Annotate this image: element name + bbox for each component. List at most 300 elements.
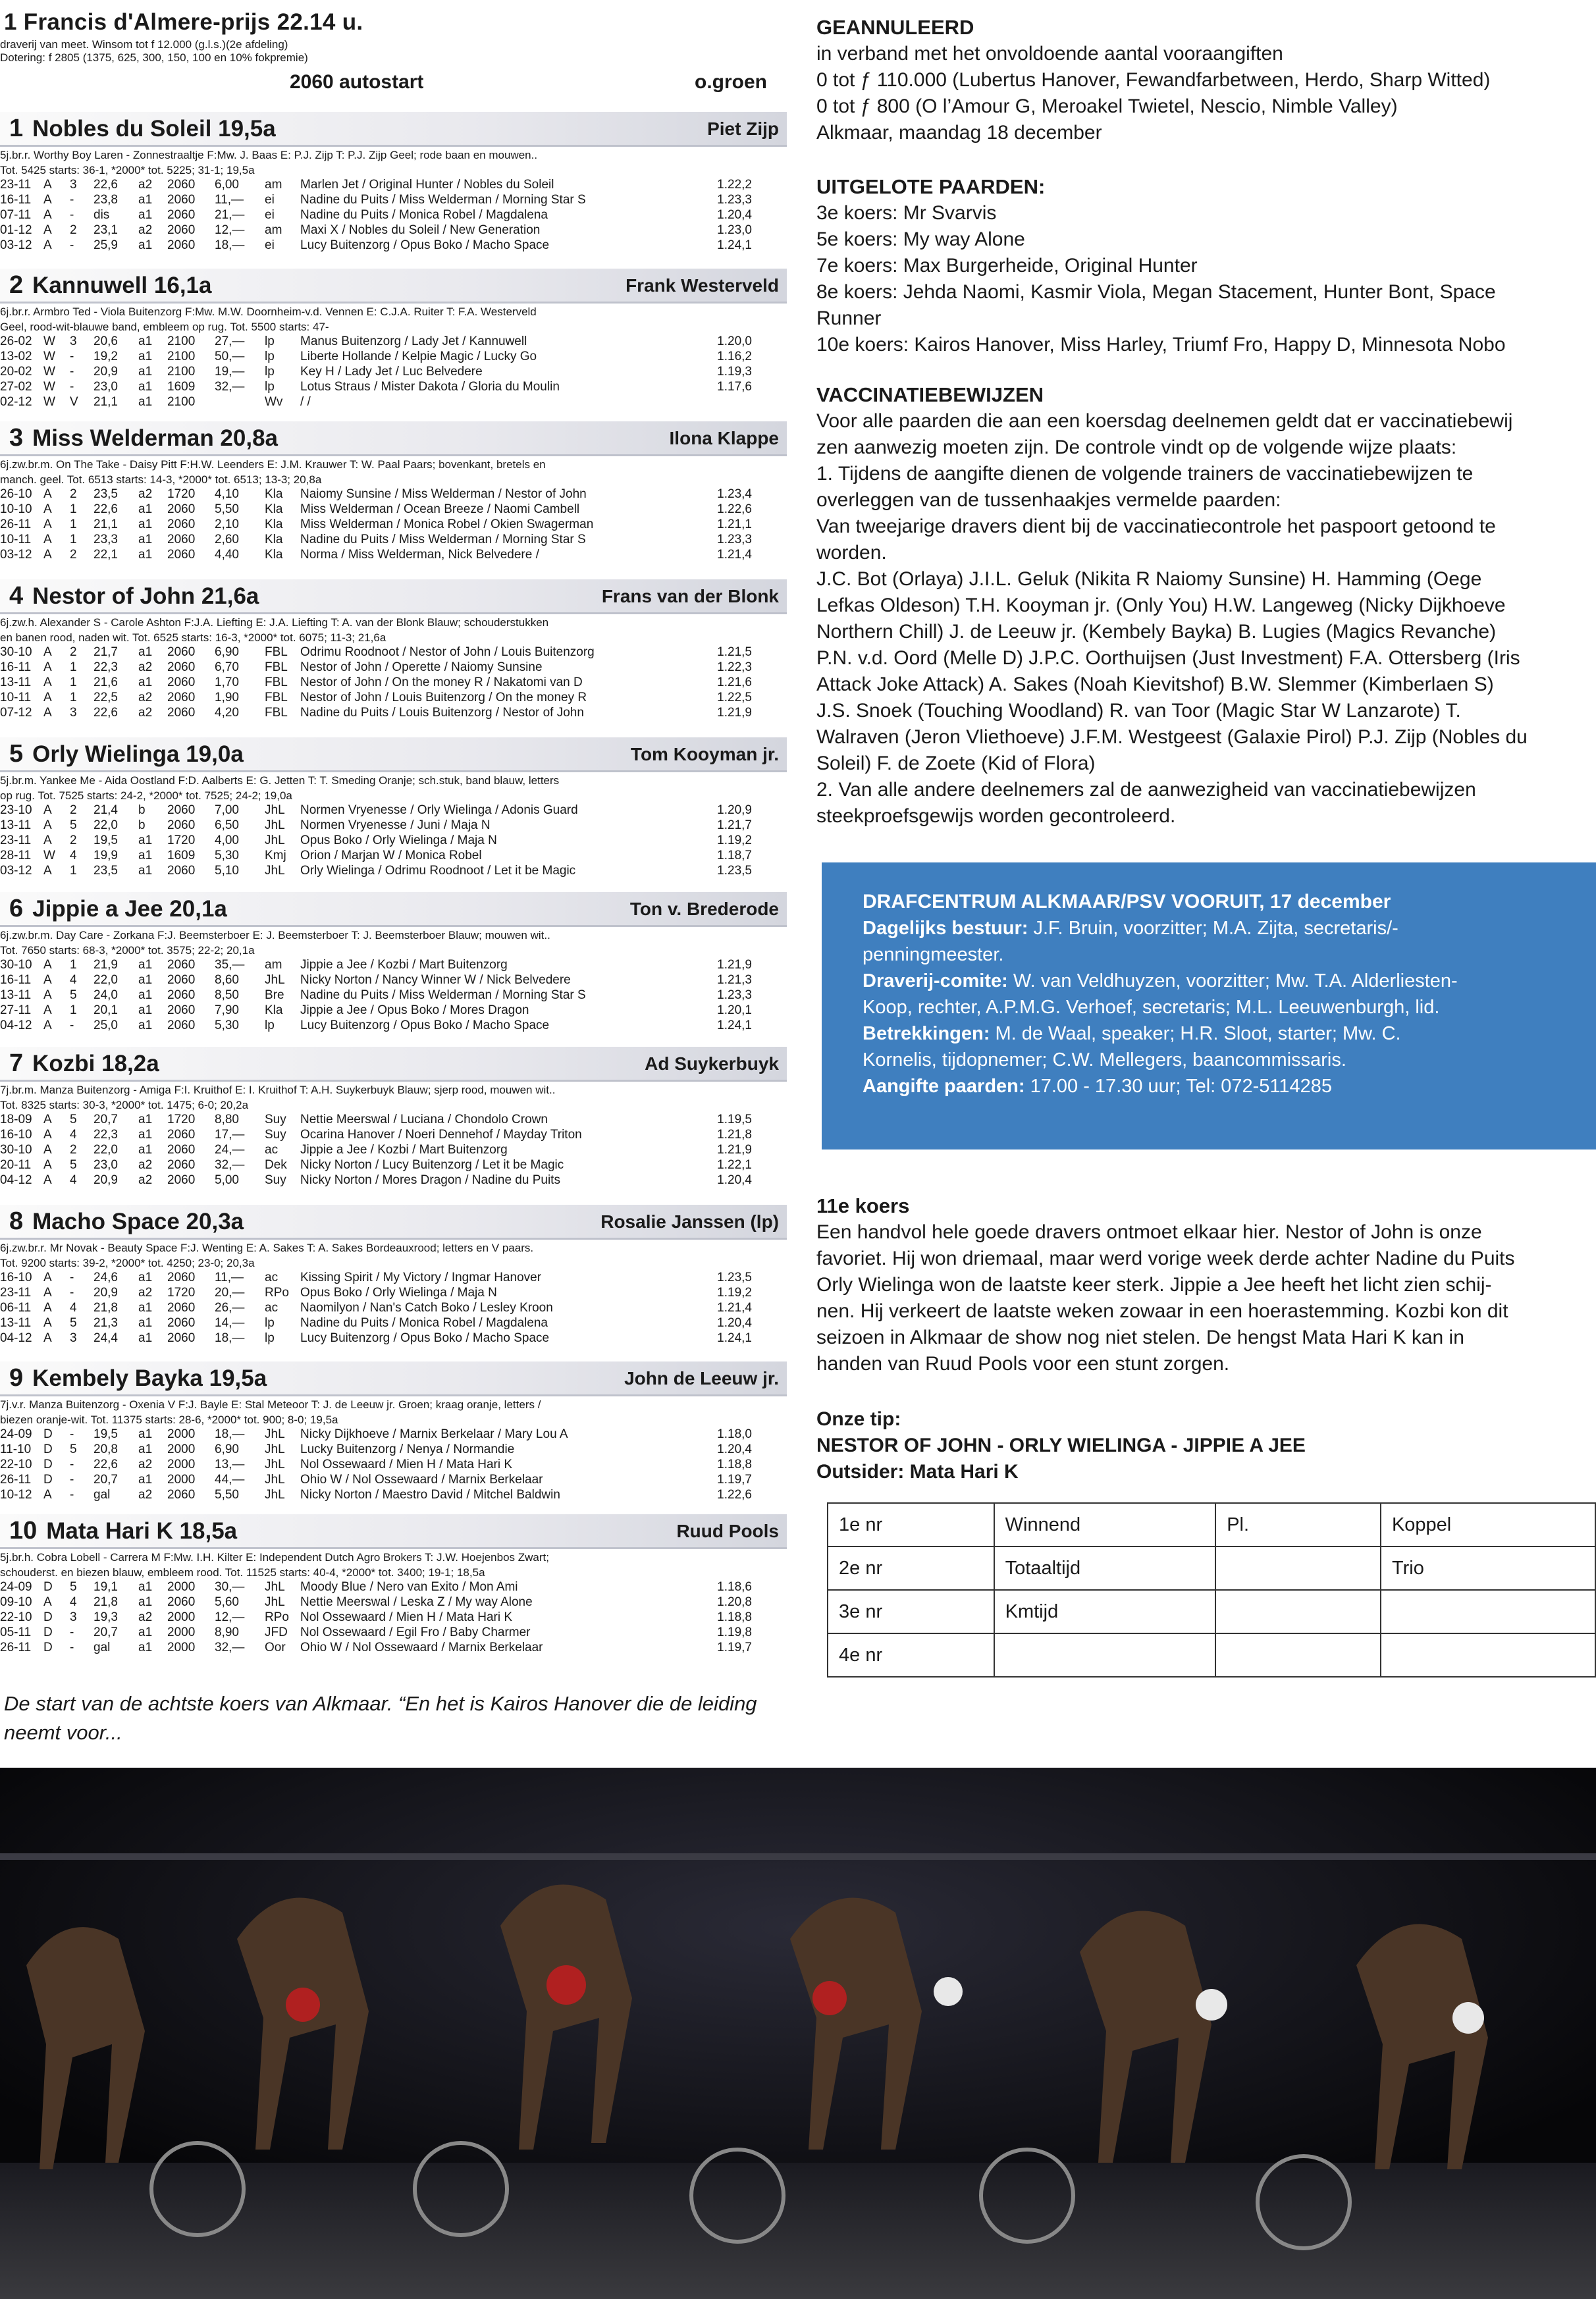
horse-name	[9, 1517, 237, 1545]
horse-pedigree-line: 7j.br.m. Manza Buitenzorg - Amiga F:I. Kruithof E: I. Kruithof T: A.H. Suykerbuyk Blauw; sjerp rood, mouwen wit..	[0, 1084, 556, 1096]
form-cell: W	[43, 365, 55, 379]
form-cell: 1.20,4	[717, 1316, 752, 1330]
form-cell: a1	[138, 395, 153, 409]
horse-name	[9, 424, 278, 452]
horse-name	[9, 1049, 159, 1078]
form-cell: 23,5	[93, 864, 118, 878]
form-cell: 1.16,2	[717, 350, 752, 363]
form-cell: 2000	[167, 1580, 196, 1594]
form-cell: Nol Ossewaard / Mien H / Mata Hari K	[300, 1458, 513, 1471]
relations-text: M. de Waal, speaker; H.R. Sloot, starter; Mw. C.	[990, 1023, 1401, 1044]
race-photo	[0, 1768, 1596, 2299]
vaccination-line: J.S. Snoek (Touching Woodland) R. van Toor (Magic Star W Lanzarote) T.	[816, 700, 1461, 722]
form-cell: 30,—	[215, 1580, 245, 1594]
form-cell: 1720	[167, 833, 196, 847]
photo-caption: De start van de achtste koers van Alkmaar. “En het is Kairos Hanover die de leiding neemt voor...	[4, 1692, 757, 1744]
form-cell: JhL	[265, 1580, 285, 1594]
form-cell: 1.18,0	[717, 1427, 752, 1441]
horse-entry	[0, 269, 787, 410]
horse-pedigree-line: 6j.br.r. Armbro Ted - Viola Buitenzorg F:Mw. M.W. Doornheim-v.d. Vennen E: C.J.A. Ruiter T: F.A. Westerveld	[0, 305, 537, 318]
form-cell: 03-12	[0, 864, 32, 878]
form-row	[0, 1487, 756, 1502]
form-cell: 2060	[167, 691, 196, 704]
form-cell: -	[70, 380, 74, 394]
drawn-horse-line: 5e koers: My way Alone	[816, 228, 1025, 250]
form-cell: 2	[70, 487, 77, 501]
form-cell: 18,—	[215, 1331, 245, 1345]
form-cell: 2,10	[215, 517, 239, 531]
form-row	[0, 1018, 756, 1033]
form-row	[0, 690, 756, 705]
form-cell: 5,30	[215, 849, 239, 862]
form-row	[0, 1270, 756, 1285]
form-cell: Suy	[265, 1128, 286, 1142]
horse-header	[0, 269, 787, 304]
form-cell: 1	[70, 533, 77, 546]
horse-number: 4	[9, 582, 24, 610]
horse-name-text: Nobles du Soleil 19,5a	[32, 116, 276, 142]
form-cell: 2060	[167, 238, 196, 252]
form-cell: 22,1	[93, 548, 118, 562]
horse-number: 10	[9, 1517, 38, 1545]
form-cell: 4,00	[215, 833, 239, 847]
form-cell: lp	[265, 365, 275, 379]
horse-header	[0, 1514, 787, 1549]
form-cell: am	[265, 178, 282, 192]
form-cell: 10-10	[0, 502, 32, 516]
form-cell: 1.24,1	[717, 238, 752, 252]
form-cell: -	[70, 1473, 74, 1487]
form-cell: 2000	[167, 1427, 196, 1441]
form-cell: Kla	[265, 1003, 283, 1017]
form-cell: A	[43, 1018, 52, 1032]
form-cell: Lucky Buitenzorg / Nenya / Normandie	[300, 1442, 515, 1456]
form-cell: 1.23,0	[717, 223, 752, 237]
form-row	[0, 334, 756, 349]
form-cell: ei	[265, 208, 275, 222]
form-cell: V	[70, 395, 78, 409]
form-cell: A	[43, 1128, 52, 1142]
form-cell: 26-02	[0, 334, 32, 348]
form-cell: 4	[70, 1173, 77, 1187]
form-cell: Kla	[265, 533, 283, 546]
form-cell: 22-10	[0, 1458, 32, 1471]
form-cell: 5	[70, 1158, 77, 1172]
form-cell: a2	[138, 660, 153, 674]
form-cell: 22,6	[93, 1458, 118, 1471]
form-cell: 7,90	[215, 1003, 239, 1017]
form-cell: 1.22,2	[717, 178, 752, 192]
form-cell: A	[43, 193, 52, 207]
committee-text-2: Koop, rechter, A.P.M.G. Verhoef, secretaris; M.L. Leeuwenburgh, lid.	[863, 997, 1440, 1018]
form-cell: Oor	[265, 1641, 286, 1654]
form-cell: -	[70, 1427, 74, 1441]
horse-name	[9, 115, 276, 143]
form-cell: 8,50	[215, 988, 239, 1002]
form-row	[0, 223, 756, 238]
form-cell: Nadine du Puits / Miss Welderman / Morning Star S	[300, 988, 586, 1002]
form-cell: Wv	[265, 395, 283, 409]
cancelled-section	[816, 14, 1596, 146]
form-cell: a1	[138, 1018, 153, 1032]
form-cell: 2000	[167, 1610, 196, 1624]
form-cell: 1.18,7	[717, 849, 752, 862]
form-cell: 30-10	[0, 1143, 32, 1157]
form-cell: A	[43, 833, 52, 847]
form-table	[0, 1112, 756, 1188]
form-cell: 16-11	[0, 660, 32, 674]
form-cell: A	[43, 502, 52, 516]
form-cell: 3	[70, 706, 77, 720]
form-cell: 13-11	[0, 1316, 32, 1330]
form-cell: 23,1	[93, 223, 118, 237]
form-cell: 1.20,8	[717, 1595, 752, 1609]
form-cell: b	[138, 803, 146, 817]
form-cell: JhL	[265, 1595, 285, 1609]
form-cell: 21,8	[93, 1301, 118, 1315]
horse-entry	[0, 579, 787, 720]
form-cell: A	[43, 973, 52, 987]
form-cell: A	[43, 864, 52, 878]
form-cell: 5	[70, 818, 77, 832]
form-cell: 22,0	[93, 818, 118, 832]
form-cell: Nicky Norton / Mores Dragon / Nadine du Puits	[300, 1173, 560, 1187]
relations-text-2: Kornelis, tijdopnemer; C.W. Mellegers, baancommissaris.	[863, 1049, 1346, 1070]
form-cell: Naomilyon / Nan's Catch Boko / Lesley Kroon	[300, 1301, 553, 1315]
form-cell: 2060	[167, 818, 196, 832]
form-cell: 4	[70, 1301, 77, 1315]
form-cell: RPo	[265, 1286, 289, 1300]
form-cell: Normen Vryenesse / Juni / Maja N	[300, 818, 491, 832]
form-cell: Orion / Marjan W / Monica Robel	[300, 849, 482, 862]
form-cell: 5,00	[215, 1173, 239, 1187]
vaccination-line: Van tweejarige dravers dient bij de vaccinatiecontrole het paspoort getoond te	[816, 515, 1496, 537]
form-cell: Lucy Buitenzorg / Opus Boko / Macho Space	[300, 238, 550, 252]
drawn-horse-line: 7e koers: Max Burgerheide, Original Hunter	[816, 255, 1198, 277]
form-cell: 03-12	[0, 548, 32, 562]
form-cell: 2000	[167, 1458, 196, 1471]
form-cell: Kla	[265, 548, 283, 562]
form-cell: 2	[70, 833, 77, 847]
form-cell: RPo	[265, 1610, 289, 1624]
form-row	[0, 1285, 756, 1300]
form-table	[0, 177, 756, 253]
form-cell: 23,5	[93, 487, 118, 501]
race-title: 1 Francis d'Almere-prijs 22.14 u.	[4, 9, 363, 35]
form-cell: Orly Wielinga / Odrimu Roodnoot / Let it be Magic	[300, 864, 576, 878]
form-cell: 1	[70, 660, 77, 674]
grid-cell: 1e nr	[828, 1503, 994, 1546]
form-cell: 4	[70, 1128, 77, 1142]
form-cell: A	[43, 675, 52, 689]
preview-line: Een handvol hele goede dravers ontmoet elkaar hier. Nestor of John is onze	[816, 1221, 1482, 1243]
form-cell: gal	[93, 1488, 111, 1502]
form-cell: am	[265, 223, 282, 237]
horse-entry	[0, 892, 787, 1033]
form-row	[0, 1610, 756, 1625]
form-cell: A	[43, 1286, 52, 1300]
horse-pedigree-line: 6j.zw.br.m. On The Take - Daisy Pitt F:H.W. Leenders E: J.M. Krauwer T: W. Paal Paars; bovenkant, bretels en	[0, 458, 546, 471]
form-row	[0, 517, 756, 532]
form-cell: 22,0	[93, 1143, 118, 1157]
form-cell: 1720	[167, 1113, 196, 1126]
horse-driver: Ruud Pools	[676, 1521, 779, 1541]
tip-section	[816, 1406, 1596, 1485]
form-cell: ac	[265, 1271, 279, 1284]
form-cell: 20,7	[93, 1113, 118, 1126]
form-cell: 07-11	[0, 208, 32, 222]
horse-number: 6	[9, 895, 24, 922]
form-cell: FBL	[265, 660, 288, 674]
form-cell: 1.22,6	[717, 502, 752, 516]
form-cell: 27-02	[0, 380, 32, 394]
form-cell: -	[70, 1286, 74, 1300]
form-cell: 5,30	[215, 1018, 239, 1032]
form-cell: 2060	[167, 864, 196, 878]
form-cell: D	[43, 1442, 53, 1456]
horse-entry	[0, 737, 787, 878]
form-cell: Opus Boko / Orly Wielinga / Maja N	[300, 833, 497, 847]
form-cell: 23,0	[93, 380, 118, 394]
form-cell: 2060	[167, 548, 196, 562]
form-cell: 2060	[167, 660, 196, 674]
form-cell: 1720	[167, 487, 196, 501]
form-cell: 2060	[167, 988, 196, 1002]
form-cell: 1.23,3	[717, 193, 752, 207]
form-cell: W	[43, 334, 55, 348]
horse-name-text: Macho Space 20,3a	[32, 1209, 244, 1234]
form-cell: 1720	[167, 1286, 196, 1300]
form-cell: JhL	[265, 973, 285, 987]
form-cell: 1.21,9	[717, 958, 752, 972]
form-cell: Key H / Lady Jet / Luc Belvedere	[300, 365, 483, 379]
grid-cell: 3e nr	[828, 1590, 994, 1633]
form-cell: Lotus Straus / Mister Dakota / Gloria du Moulin	[300, 380, 560, 394]
form-cell: Naiomy Sunsine / Miss Welderman / Nestor of John	[300, 487, 587, 501]
form-cell: 6,90	[215, 1442, 239, 1456]
form-cell: 6,70	[215, 660, 239, 674]
form-cell: 4	[70, 1595, 77, 1609]
drawn-horses-section	[816, 174, 1596, 358]
form-cell: a1	[138, 1143, 153, 1157]
form-cell: Nestor of John / On the money R / Nakatomi van D	[300, 675, 583, 689]
race-prizes: Dotering: f 2805 (1375, 625, 300, 150, 100 en 10% fokpremie)	[0, 51, 308, 64]
form-cell: 25,9	[93, 238, 118, 252]
horse-header	[0, 737, 787, 772]
form-cell: a1	[138, 833, 153, 847]
form-cell: 20,1	[93, 1003, 118, 1017]
form-cell: Odrimu Roodnoot / Nestor of John / Louis Buitenzorg	[300, 645, 595, 659]
form-cell: JhL	[265, 803, 285, 817]
form-cell: lp	[265, 350, 275, 363]
form-cell: 27-11	[0, 1003, 32, 1017]
form-cell: 2	[70, 1143, 77, 1157]
form-row	[0, 379, 756, 394]
form-cell: 13-02	[0, 350, 32, 363]
form-cell: b	[138, 818, 146, 832]
form-cell: 2060	[167, 1595, 196, 1609]
form-cell: 5	[70, 988, 77, 1002]
horse-pedigree-line: 6j.zw.br.m. Day Care - Zorkana F:J. Beemsterboer E: J. Beemsterboer T: J. Beemsterboer Blauw; mouwen wit..	[0, 929, 550, 941]
drawn-horse-line: 8e koers: Jehda Naomi, Kasmir Viola, Megan Stacement, Hunter Bont, Space	[816, 281, 1496, 303]
cancelled-line: in verband met het onvoldoende aantal vooraangiften	[816, 43, 1283, 65]
grid-cell: Kmtijd	[994, 1590, 1216, 1633]
form-cell: 16-11	[0, 973, 32, 987]
horse-number: 5	[9, 740, 24, 768]
form-cell: 1.20,4	[717, 1442, 752, 1456]
form-cell: Lucy Buitenzorg / Opus Boko / Macho Space	[300, 1018, 550, 1032]
form-cell: a1	[138, 1271, 153, 1284]
form-cell: a2	[138, 1610, 153, 1624]
horse-driver: Rosalie Janssen (lp)	[600, 1211, 779, 1232]
form-cell: 2060	[167, 1316, 196, 1330]
horse-entry	[0, 1047, 787, 1188]
form-cell: -	[70, 365, 74, 379]
form-cell: a1	[138, 988, 153, 1002]
form-cell: 02-12	[0, 395, 32, 409]
form-cell: JhL	[265, 1427, 285, 1441]
race-tv-color: o.groen	[695, 71, 767, 93]
form-cell: 1.22,3	[717, 660, 752, 674]
drawn-horses-lines	[816, 200, 1596, 358]
form-table	[0, 1270, 756, 1346]
form-cell: lp	[265, 1316, 275, 1330]
form-cell: a1	[138, 380, 153, 394]
form-cell: a1	[138, 502, 153, 516]
organizer-info-box	[822, 862, 1596, 1150]
form-row	[0, 863, 756, 878]
form-cell: 2060	[167, 208, 196, 222]
form-cell: Kla	[265, 502, 283, 516]
form-cell: 1.23,4	[717, 487, 752, 501]
form-cell: 2000	[167, 1641, 196, 1654]
cancelled-line: 0 tot ƒ 110.000 (Lubertus Hanover, Fewandfarbetween, Herdo, Sharp Witted)	[816, 69, 1491, 91]
tip-horses: NESTOR OF JOHN - ORLY WIELINGA - JIPPIE A JEE	[816, 1435, 1306, 1456]
horse-name	[9, 582, 259, 610]
horse-header	[0, 1361, 787, 1396]
form-cell: 16-11	[0, 193, 32, 207]
form-cell: lp	[265, 1331, 275, 1345]
horse-entry	[0, 112, 787, 253]
drawn-horse-line: 3e koers: Mr Svarvis	[816, 202, 997, 224]
vaccination-line: 1. Tijdens de aangifte dienen de volgende trainers de vaccinatiebewijzen te	[816, 463, 1474, 485]
form-cell: 24,6	[93, 1271, 118, 1284]
form-cell: -	[70, 1018, 74, 1032]
form-cell: W	[43, 380, 55, 394]
race-distance: 2060 autostart	[290, 71, 424, 93]
form-cell: 10-11	[0, 691, 32, 704]
form-cell: Maxi X / Nobles du Soleil / New Generation	[300, 223, 541, 237]
form-cell: 2000	[167, 1625, 196, 1639]
form-cell: 24,4	[93, 1331, 118, 1345]
form-table	[0, 803, 756, 878]
vaccination-line: Attack Joke Attack) A. Sakes (Noah Kievitshof) B.W. Slemmer (Kimberlaen S)	[816, 674, 1494, 695]
form-cell: 17,—	[215, 1128, 245, 1142]
form-cell: A	[43, 208, 52, 222]
vaccination-line: zen aanwezig moeten zijn. De controle vindt op de volgende wijze plaats:	[816, 436, 1457, 458]
horse-name	[9, 1207, 244, 1236]
form-cell: 23-10	[0, 803, 32, 817]
form-cell: Normen Vryenesse / Orly Wielinga / Adonis Guard	[300, 803, 578, 817]
form-cell: 2060	[167, 1301, 196, 1315]
form-table	[0, 487, 756, 562]
form-cell: -	[70, 1271, 74, 1284]
form-cell: A	[43, 533, 52, 546]
form-cell: a1	[138, 1331, 153, 1345]
form-cell: Kissing Spirit / My Victory / Ingmar Hanover	[300, 1271, 542, 1284]
form-row	[0, 1442, 756, 1457]
form-cell: 1.21,9	[717, 1143, 752, 1157]
form-cell: a1	[138, 849, 153, 862]
form-cell: 1.23,3	[717, 988, 752, 1002]
form-cell: FBL	[265, 691, 288, 704]
horse-pedigree-line: 6j.zw.br.r. Mr Novak - Beauty Space F:J. Wenting E: A. Sakes T: A. Sakes Bordeauxrood; letters en V paars.	[0, 1242, 534, 1254]
entries-label: Aangifte paarden:	[863, 1076, 1025, 1097]
form-cell: W	[43, 395, 55, 409]
form-cell: Ocarina Hanover / Noeri Dennehof / Mayday Triton	[300, 1128, 582, 1142]
horse-number: 2	[9, 271, 24, 299]
form-cell: 22,0	[93, 973, 118, 987]
organizer-title: DRAFCENTRUM ALKMAAR/PSV VOORUIT, 17 december	[863, 891, 1391, 912]
form-cell: 4,10	[215, 487, 239, 501]
horse-header	[0, 421, 787, 456]
form-cell: 1	[70, 675, 77, 689]
form-cell: 1.20,9	[717, 803, 752, 817]
form-cell: 12,—	[215, 223, 245, 237]
form-row	[0, 957, 756, 972]
form-row	[0, 660, 756, 675]
form-cell: a1	[138, 973, 153, 987]
form-cell: 2060	[167, 1143, 196, 1157]
form-cell: 8,60	[215, 973, 239, 987]
horse-pedigree-line: 7j.v.r. Manza Buitenzorg - Oxenia V F:J. Bayle E: Stal Meteoor T: J. de Leeuw jr. Groen; kraag oranje, letters /	[0, 1398, 541, 1411]
grid-cell	[1381, 1633, 1595, 1677]
form-cell: a1	[138, 517, 153, 531]
form-cell: 20,9	[93, 1286, 118, 1300]
form-cell: 05-11	[0, 1625, 32, 1639]
form-cell: 2060	[167, 223, 196, 237]
form-cell: A	[43, 1488, 52, 1502]
form-row	[0, 705, 756, 720]
form-cell: D	[43, 1641, 53, 1654]
form-row	[0, 1300, 756, 1315]
form-cell: a1	[138, 1625, 153, 1639]
form-cell: 21,4	[93, 803, 118, 817]
form-cell: 1.19,3	[717, 365, 752, 379]
form-cell: 2060	[167, 706, 196, 720]
form-row	[0, 532, 756, 547]
form-cell: 20,7	[93, 1625, 118, 1639]
form-row	[0, 1625, 756, 1640]
form-cell: Nettie Meerswal / Leska Z / My way Alone	[300, 1595, 533, 1609]
form-cell: 1.19,2	[717, 1286, 752, 1300]
grid-cell: Koppel	[1381, 1503, 1595, 1546]
form-cell: a1	[138, 238, 153, 252]
form-cell: 26-10	[0, 487, 32, 501]
horse-number: 1	[9, 115, 24, 142]
horse-name-text: Kozbi 18,2a	[32, 1051, 159, 1076]
form-cell: a1	[138, 533, 153, 546]
form-cell: Nicky Dijkhoeve / Marnix Berkelaar / Mary Lou A	[300, 1427, 568, 1441]
form-cell: 2060	[167, 645, 196, 659]
form-cell: A	[43, 178, 52, 192]
form-cell: 12,—	[215, 1610, 245, 1624]
committee-label: Draverij-comite:	[863, 970, 1008, 991]
form-cell: 18-09	[0, 1113, 32, 1126]
horse-name-text: Kannuwell 16,1a	[32, 273, 212, 298]
form-cell: 22-10	[0, 1610, 32, 1624]
form-cell: 23,0	[93, 1158, 118, 1172]
